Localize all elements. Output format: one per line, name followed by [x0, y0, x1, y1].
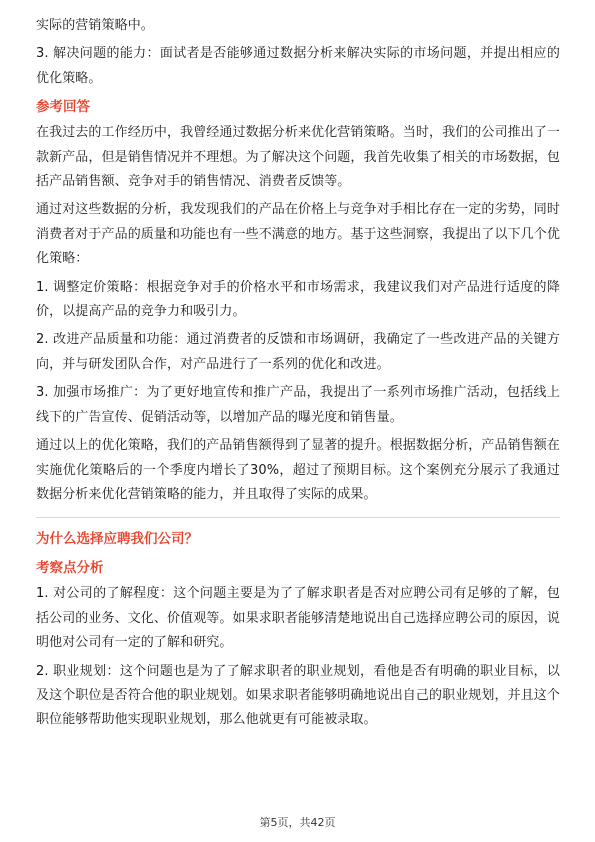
page-content	[36, 14, 560, 737]
paragraph: 1. 调整定价策略：根据竞争对手的价格水平和市场需求，我建议我们对产品进行适度的降价，以提高产品的竞争力和吸引力。	[36, 279, 560, 320]
analysis-heading: 考察点分析	[36, 560, 104, 577]
section-divider	[36, 517, 560, 518]
paragraph: 2. 职业规划：这个问题也是为了了解求职者的职业规划，看他是否有明确的职业目标，以及这个职位是否符合他的职业规划。如果求职者能够明确地说出自己的职业规划，并且这个职位能够帮助他实现职业规划，那么他就更有可能被录取。	[36, 663, 561, 728]
paragraph: 2. 改进产品质量和功能：通过消费者的反馈和市场调研，我确定了一些改进产品的关键方向，并与研发团队合作，对产品进行了一系列的优化和改进。	[36, 332, 560, 372]
paragraph: 在我过去的工作经历中，我曾经通过数据分析来优化营销策略。当时，我们的公司推出了一款新产品，但是销售情况并不理想。为了解决这个问题，我首先收集了相关的市场数据，包括产品销售额、竞争对手的销售情况、消费者反馈等。	[36, 125, 561, 190]
paragraph: 通过以上的优化策略，我们的产品销售额得到了显著的提升。根据数据分析，产品销售额在实施优化策略后的一个季度内增长了30%，超过了预期目标。这个案例充分展示了我通过数据分析来优化营销策略的能力，并且取得了实际的成果。	[36, 438, 561, 502]
paragraph: 1. 对公司的了解程度：这个问题主要是为了了解求职者是否对应聘公司有足够的了解，包括公司的业务、文化、价值观等。如果求职者能够清楚地说出自己选择应聘公司的原因，说明他对公司有一定的了解和研究。	[36, 586, 561, 651]
paragraph: 3. 加强市场推广：为了更好地宣传和推广产品，我提出了一系列市场推广活动，包括线上线下的广告宣传、促销活动等，以增加产品的曝光度和销售量。	[36, 385, 560, 425]
question-title: 为什么选择应聘我们公司？	[36, 531, 198, 548]
page-footer: 第5页，共42页	[259, 816, 336, 829]
paragraph: 3. 解决问题的能力：面试者是否能够通过数据分析来解决实际的市场问题，并提出相应的优化策略。	[36, 46, 560, 86]
paragraph: 通过对这些数据的分析，我发现我们的产品在价格上与竞争对手相比存在一定的劣势，同时消费者对于产品的质量和功能也有一些不满意的地方。基于这些洞察，我提出了以下几个优化策略：	[36, 202, 561, 267]
answer-heading: 参考回答	[36, 99, 90, 116]
paragraph: 实际的营销策略中。	[36, 18, 154, 33]
